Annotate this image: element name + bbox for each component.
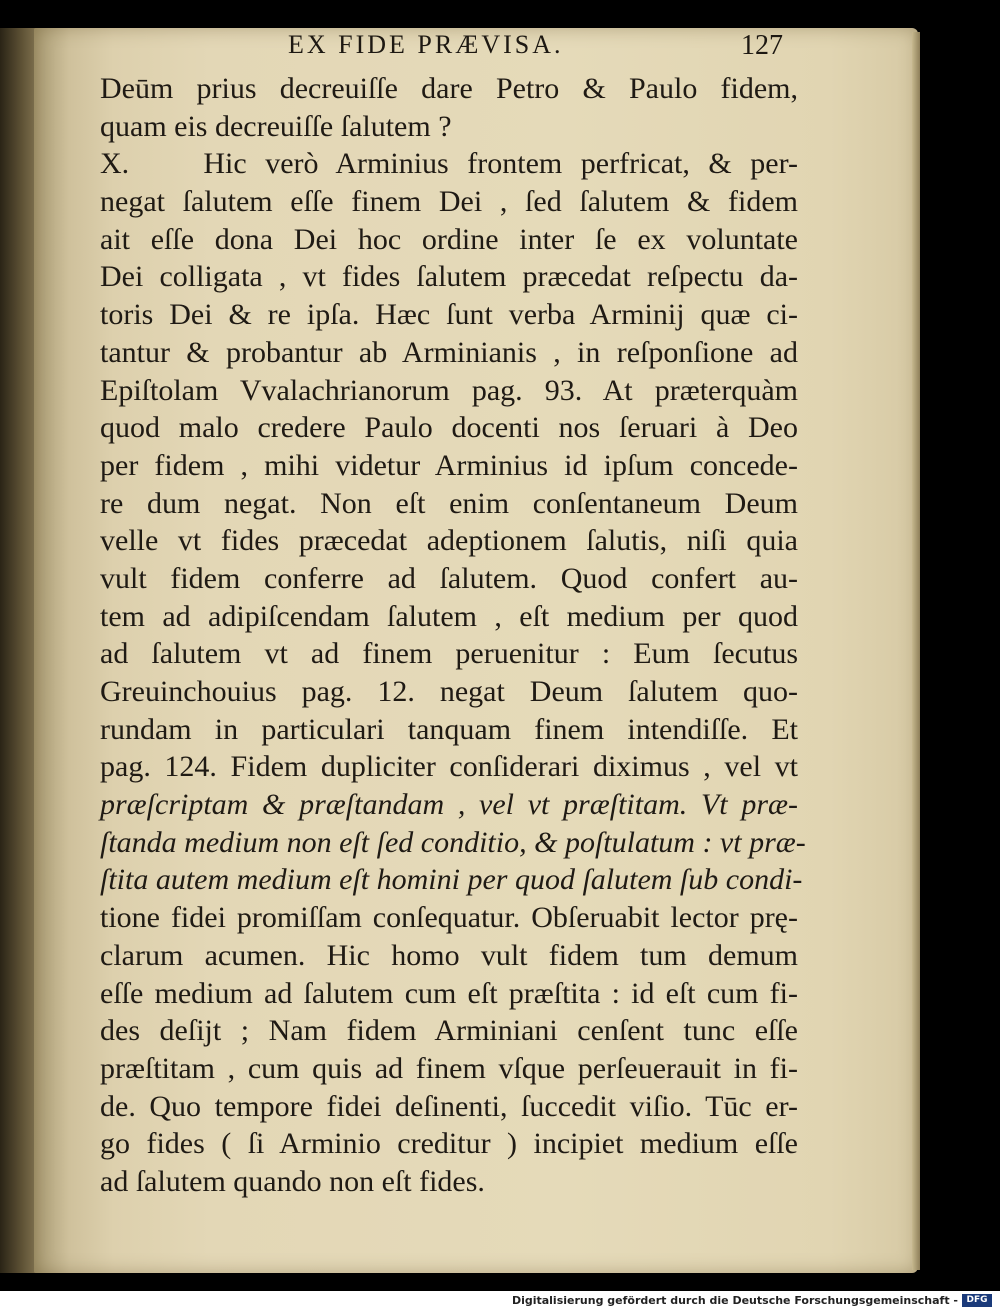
text-line: ad ſalutem quando non eſt fides. [100,1164,485,1198]
text-line: Deūm prius decreuiſſe dare Petro & Paulo fidem, [100,72,798,105]
running-title: EX FIDE PRÆVISA. [288,30,564,59]
text-line: tione fidei promiſſam conſequatur. Obſeruabit lector prę- [100,901,798,935]
text-line: pag. 124. Fidem dupliciter conſiderari diximus , vel vt [100,750,798,784]
text-line: præſtitam , cum quis ad finem vſque perſeuerauit in fi- [100,1051,798,1085]
body-text [100,70,806,1201]
text-line: re dum negat. Non eſt enim conſentaneum Deum [100,486,798,520]
text-line: negat ſalutem eſſe finem Dei , ſed ſalutem & fidem [100,185,798,219]
text-line: ſtanda medium non eſt ſed conditio, & poſtulatum : vt præ- [100,825,806,859]
text-line: toris Dei & re ipſa. Hæc ſunt verba Arminij quæ ci- [100,298,798,332]
text-line: quod malo credere Paulo docenti nos ſeruari à Deo [100,411,798,445]
footer-bar [0,1291,1000,1311]
text-line: eſſe medium ad ſalutem cum eſt præſtita : id eſt cum fi- [100,976,798,1010]
text-line: ſtita autem medium eſt homini per quod ſalutem ſub condi- [100,863,803,897]
page-edge [912,32,920,1270]
text-line: ad ſalutem vt ad finem peruenitur : Eum ſecutus [100,637,798,671]
text-line: de. Quo tempore fidei deſinenti, ſuccedit viſio. Tūc er- [100,1089,798,1123]
text-line: tantur & probantur ab Arminianis , in reſponſione ad [100,335,798,369]
text-line: des deſijt ; Nam fidem Arminiani cenſent tunc eſſe [100,1014,798,1048]
page-number: 127 [741,30,783,61]
text-line: Dei colligata , vt fides ſalutem præcedat reſpectu da- [100,260,798,294]
text-line: tem ad adipiſcendam ſalutem , eſt medium per quod [100,599,798,633]
text-line: quam eis decreuiſſe ſalutem ? [100,109,452,143]
text-line: Epiſtolam Vvalachrianorum pag. 93. At præterquàm [100,373,798,407]
dfg-logo: DFG [962,1294,992,1307]
text-line: præſcriptam & præſtandam , vel vt præſtitam. Vt præ- [100,788,798,822]
running-head [288,30,888,64]
text-line: go fides ( ſi Arminio creditur ) incipiet medium eſſe [100,1127,798,1161]
text-line: per fidem , mihi videtur Arminius id ipſum concede- [100,448,798,482]
text-line: Greuinchouius pag. 12. negat Deum ſalutem quo- [100,675,798,708]
text-line: clarum acumen. Hic homo vult fidem tum demum [100,938,798,972]
funding-credit: Digitalisierung gefördert durch die Deutsche Forschungsgemeinschaft - [511,1294,958,1307]
text-line: velle vt fides præcedat adeptionem ſalutis, niſi quia [100,524,798,558]
text-line: X. Hic verò Arminius frontem perfricat, & per- [100,147,798,181]
text-line: vult fidem conferre ad ſalutem. Quod confert au- [100,561,798,595]
text-line: rundam in particulari tanquam finem intendiſſe. Et [100,712,798,746]
text-line: ait eſſe dona Dei hoc ordine inter ſe ex voluntate [100,222,798,256]
